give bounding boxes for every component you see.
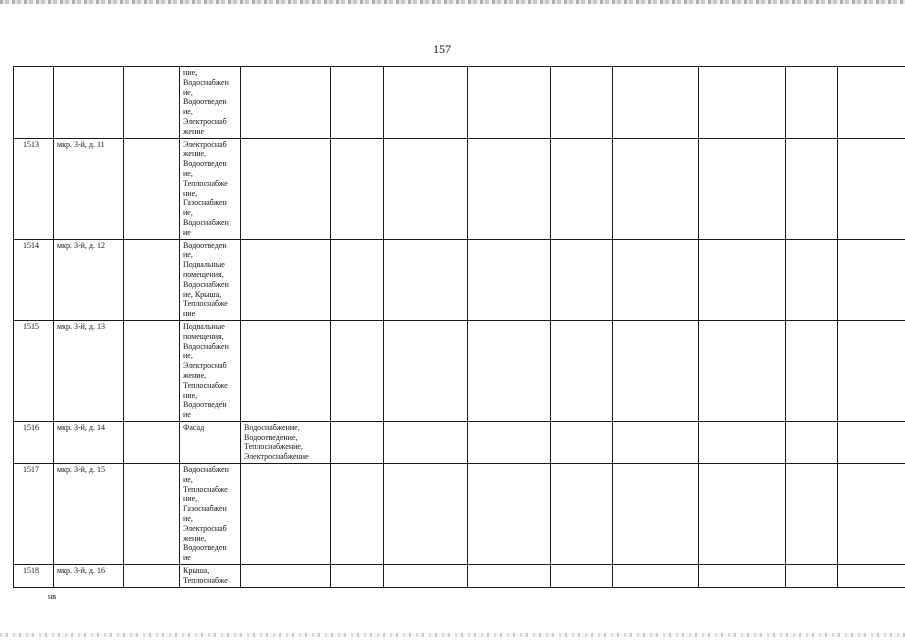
address-cell: мкр. 3-й, д. 14 [54,421,124,463]
empty-cell [838,320,905,421]
elements-cell: Фасад [180,421,241,463]
scan-edge-bottom [0,633,905,637]
empty-cell [613,320,699,421]
address-cell: мкр. 3-й, д. 12 [54,239,124,320]
empty-cell [124,421,180,463]
empty-cell [124,464,180,565]
works-cell [241,464,331,565]
empty-cell [468,320,551,421]
elements-cell: Крыша, Теплоснабже [180,565,241,588]
empty-cell [613,67,699,139]
empty-cell [786,464,838,565]
scan-edge-top [0,0,905,4]
empty-cell [699,565,786,588]
empty-cell [384,421,468,463]
empty-cell [331,565,384,588]
empty-cell [384,320,468,421]
repair-table [13,66,905,588]
elements-cell: Водоснабжен ие, Теплоснабже ние, Газоснабжен ие, Электроснаб жение, Водоотведен ие [180,464,241,565]
table-row [14,67,905,139]
empty-cell [331,239,384,320]
elements-cell: Электроснаб жение, Водоотведен ие, Теплоснабже ние, Газоснабжен ие, Водоснабжен ие [180,138,241,239]
empty-cell [786,421,838,463]
empty-cell [551,138,613,239]
empty-cell [468,421,551,463]
empty-cell [468,239,551,320]
table-row [14,565,905,588]
table-row [14,320,905,421]
empty-cell [468,67,551,139]
address-cell: мкр. 3-й, д. 16 [54,565,124,588]
empty-cell [786,239,838,320]
elements-cell: Подвальные помещения, Водоснабжен ие, Электроснаб жение, Теплоснабже ние, Водоотведен ие [180,320,241,421]
empty-cell [551,464,613,565]
empty-cell [331,320,384,421]
works-cell [241,138,331,239]
elements-cell: Водоотведен ие, Подвальные помещения, Водоснабжен ие, Крыша, Теплоснабже ние [180,239,241,320]
empty-cell [384,67,468,139]
empty-cell [699,67,786,139]
address-cell: мкр. 3-й, д. 11 [54,138,124,239]
works-cell [241,67,331,139]
address-cell: мкр. 3-й, д. 15 [54,464,124,565]
empty-cell [786,320,838,421]
empty-cell [838,138,905,239]
empty-cell [331,138,384,239]
empty-cell [331,421,384,463]
table-row [14,421,905,463]
works-cell: Водоснабжение, Водоотведение, Теплоснабжение, Электроснабжение [241,421,331,463]
empty-cell [838,421,905,463]
works-cell [241,320,331,421]
footer-mark: нв [48,592,57,601]
empty-cell [613,239,699,320]
empty-cell [551,421,613,463]
empty-cell [699,421,786,463]
row-number-cell: 1516 [14,421,54,463]
empty-cell [468,565,551,588]
empty-cell [699,320,786,421]
empty-cell [699,464,786,565]
empty-cell [551,239,613,320]
address-cell [54,67,124,139]
empty-cell [551,320,613,421]
row-number-cell: 1514 [14,239,54,320]
empty-cell [786,565,838,588]
empty-cell [613,421,699,463]
table-row [14,138,905,239]
empty-cell [613,138,699,239]
empty-cell [124,565,180,588]
empty-cell [384,138,468,239]
empty-cell [124,138,180,239]
empty-cell [124,239,180,320]
empty-cell [124,320,180,421]
works-cell [241,565,331,588]
empty-cell [838,239,905,320]
table-row [14,239,905,320]
empty-cell [838,67,905,139]
empty-cell [384,565,468,588]
empty-cell [331,67,384,139]
empty-cell [331,464,384,565]
empty-cell [384,239,468,320]
empty-cell [468,464,551,565]
row-number-cell [14,67,54,139]
works-cell [241,239,331,320]
empty-cell [551,565,613,588]
empty-cell [613,464,699,565]
empty-cell [699,138,786,239]
empty-cell [384,464,468,565]
empty-cell [838,464,905,565]
table-row [14,464,905,565]
empty-cell [124,67,180,139]
row-number-cell: 1513 [14,138,54,239]
elements-cell: ние, Водоснабжен ие, Водоотведен ие, Электроснаб жение [180,67,241,139]
empty-cell [551,67,613,139]
row-number-cell: 1518 [14,565,54,588]
row-number-cell: 1517 [14,464,54,565]
page-number: 157 [433,42,451,56]
row-number-cell: 1515 [14,320,54,421]
empty-cell [699,239,786,320]
empty-cell [613,565,699,588]
empty-cell [786,138,838,239]
address-cell: мкр. 3-й, д. 13 [54,320,124,421]
empty-cell [838,565,905,588]
empty-cell [468,138,551,239]
empty-cell [786,67,838,139]
